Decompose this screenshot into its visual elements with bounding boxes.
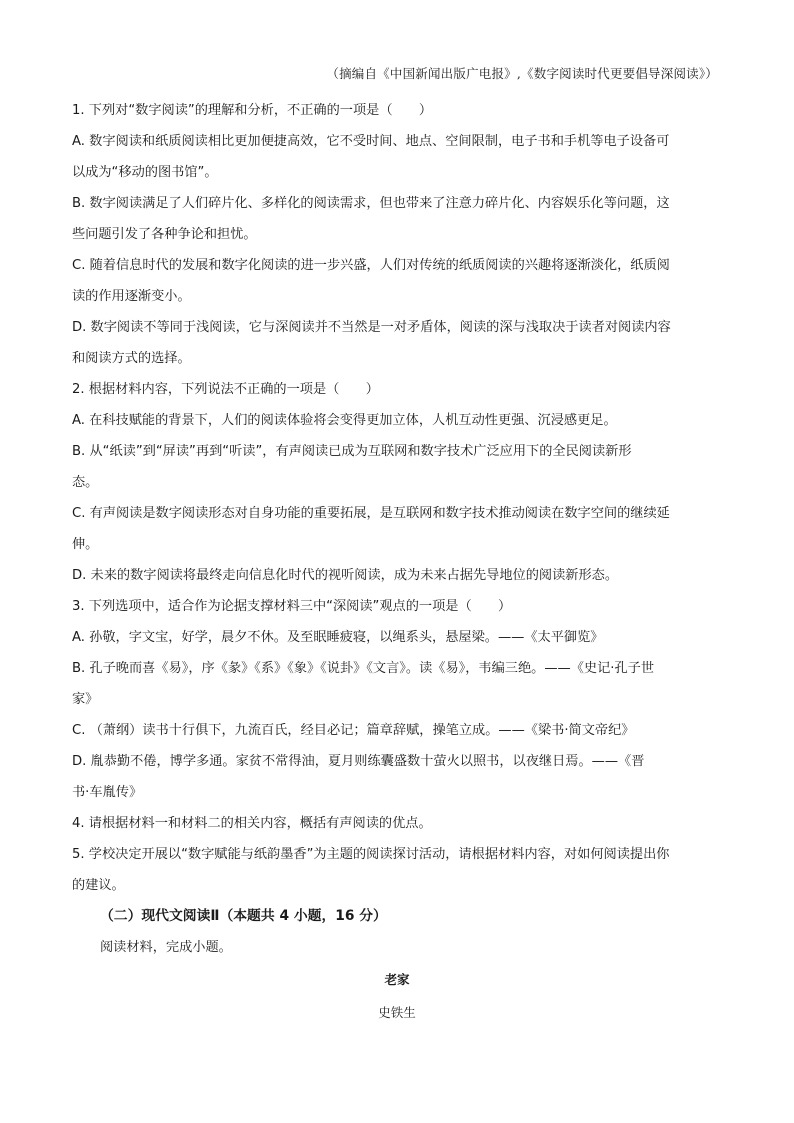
question-1-option-c-cont: 读的作用逐渐变小。 xyxy=(72,289,191,304)
question-1-option-d-cont: 和阅读方式的选择。 xyxy=(72,351,191,366)
question-1-option-d: D. 数字阅读不等同于浅阅读，它与深阅读并不当然是一对矛盾体，阅读的深与浅取决于读者对阅读内容 xyxy=(72,320,671,335)
question-content xyxy=(72,95,722,963)
story-title: 老家 xyxy=(384,972,410,987)
question-4-stem: 4. 请根据材料一和材料二的相关内容，概括有声阅读的优点。 xyxy=(72,816,432,831)
question-2-option-b: B. 从“纸读”到“屏读”再到“听读”，有声阅读已成为互联网和数字技术广泛应用下的全民阅读新形 xyxy=(72,444,632,459)
question-1-stem: 1. 下列对“数字阅读”的理解和分析，不正确的一项是（ ） xyxy=(72,103,433,118)
story-author: 史铁生 xyxy=(378,1005,416,1020)
question-1-option-a-cont: 以成为“移动的图书馆”。 xyxy=(72,165,218,180)
question-2-option-a: A. 在科技赋能的背景下，人们的阅读体验将会变得更加立体，人机互动性更强、沉浸感更足。 xyxy=(72,413,617,428)
question-3-option-d: D. 胤恭勤不倦，博学多通。家贫不常得油，夏月则练囊盛数十萤火以照书，以夜继日焉。——《晋 xyxy=(72,754,645,769)
question-5-stem-cont: 的建议。 xyxy=(72,878,125,893)
question-2-stem: 2. 根据材料内容，下列说法不正确的一项是（ ） xyxy=(72,382,379,397)
question-1-option-a: A. 数字阅读和纸质阅读相比更加便捷高效，它不受时间、地点、空间限制，电子书和手机等电子设备可 xyxy=(72,134,670,149)
section-heading: （二）现代文阅读Ⅱ（本题共 4 小题，16 分） xyxy=(100,908,387,924)
question-3-option-d-cont: 书·车胤传》 xyxy=(72,785,143,800)
question-3-option-b-cont: 家》 xyxy=(72,692,99,707)
question-3-option-a: A. 孙敬，字文宝，好学，晨夕不休。及至眠睡疲寝，以绳系头，悬屋梁。——《太平御览》 xyxy=(72,630,604,645)
question-1-option-b-cont: 些问题引发了各种争论和担忧。 xyxy=(72,227,257,242)
question-2-option-c-cont: 伸。 xyxy=(72,537,99,552)
question-2-option-b-cont: 态。 xyxy=(72,475,99,490)
question-1-option-c: C. 随着信息时代的发展和数字化阅读的进一步兴盛，人们对传统的纸质阅读的兴趣将逐渐淡化，纸质阅 xyxy=(72,258,670,273)
question-5-stem: 5. 学校决定开展以“数字赋能与纸韵墨香”为主题的阅读探讨活动，请根据材料内容，对如何阅读提出你 xyxy=(72,847,670,862)
question-3-option-c: C. （萧纲）读书十行俱下，九流百氏，经目必记；篇章辞赋，操笔立成。——《梁书·简文帝纪》 xyxy=(72,723,635,738)
question-2-option-d: D. 未来的数字阅读将最终走向信息化时代的视听阅读，成为未来占据先导地位的阅读新形态。 xyxy=(72,568,619,583)
reading-instruction: 阅读材料，完成小题。 xyxy=(100,940,232,955)
question-2-option-c: C. 有声阅读是数字阅读形态对自身功能的重要拓展，是互联网和数字技术推动阅读在数字空间的继续延 xyxy=(72,506,670,521)
question-3-stem: 3. 下列选项中，适合作为论据支撑材料三中“深阅读”观点的一项是（ ） xyxy=(72,599,512,614)
question-3-option-b: B. 孔子晚而喜《易》，序《彖》《系》《象》《说卦》《文言》。读《易》，韦编三绝。——《史记·孔子世 xyxy=(72,661,655,676)
question-1-option-b: B. 数字阅读满足了人们碎片化、多样化的阅读需求，但也带来了注意力碎片化、内容娱乐化等问题，这 xyxy=(72,196,670,211)
source-citation: （摘编自《中国新闻出版广电报》,《数字阅读时代更要倡导深阅读》） xyxy=(326,66,718,81)
